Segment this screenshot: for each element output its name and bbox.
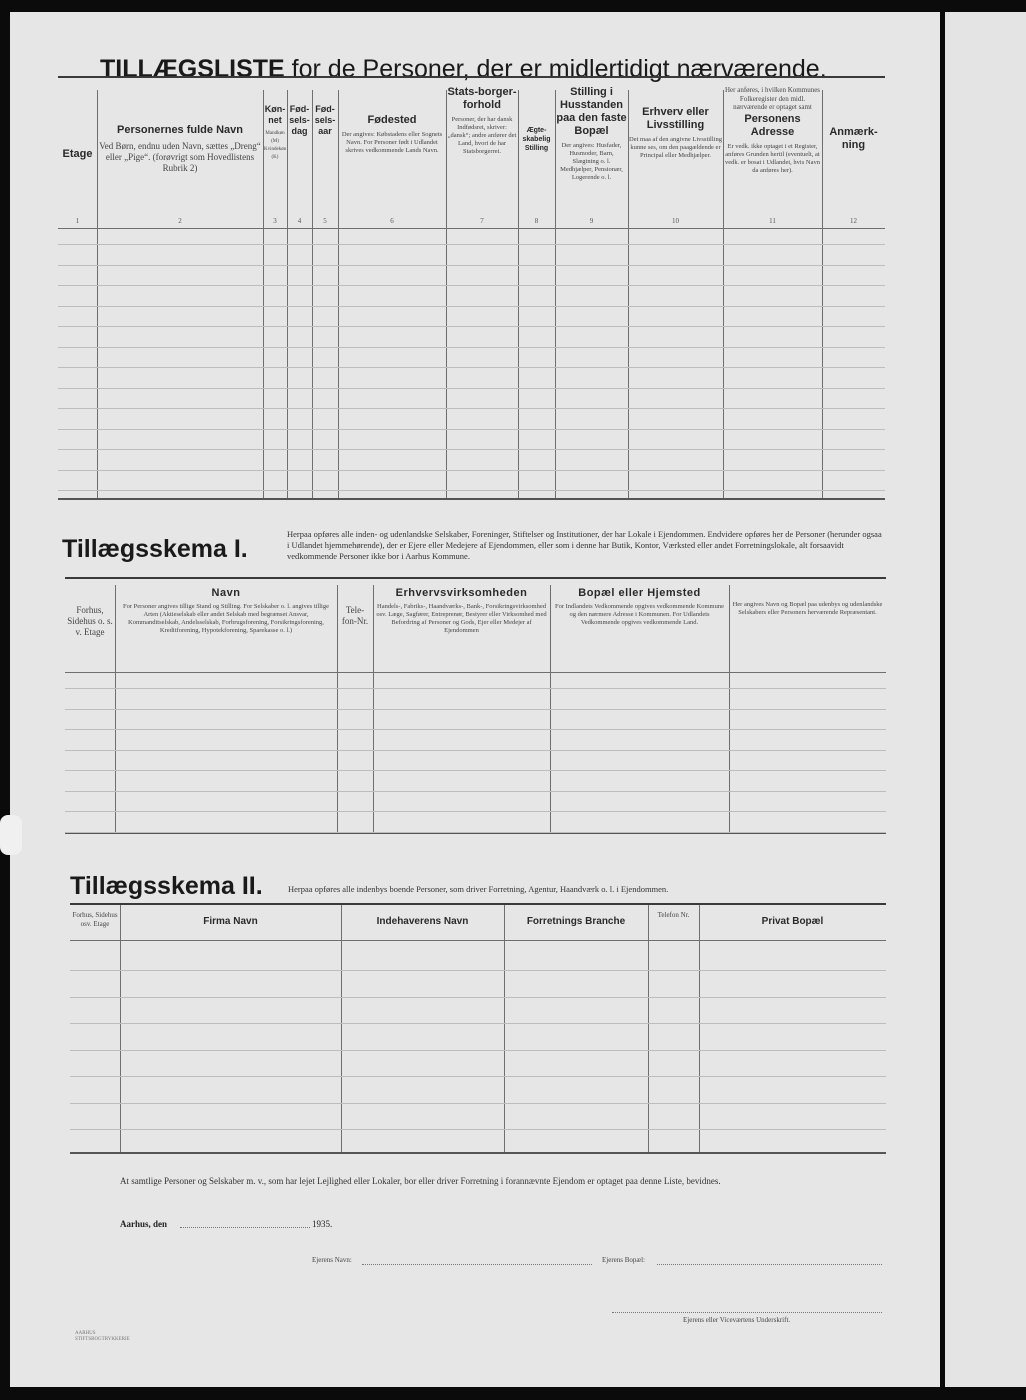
schema2-column-title: Firma Navn bbox=[203, 916, 258, 927]
column-title: Etage bbox=[62, 148, 93, 160]
table1-row-line bbox=[58, 306, 885, 307]
table1-row-line bbox=[58, 326, 885, 327]
schema2-row-line bbox=[70, 1050, 886, 1051]
schema1-row-line bbox=[65, 832, 886, 833]
table1-row-line bbox=[58, 347, 885, 348]
table1-row-line bbox=[58, 429, 885, 430]
table1-row-line bbox=[58, 285, 885, 286]
column-number: 12 bbox=[850, 217, 857, 225]
schema2-row-line bbox=[70, 970, 886, 971]
schema2-column-title: Forhus, Sidehus osv. Etage bbox=[72, 911, 118, 928]
schema-1-description: Herpaa opføres alle inden- og udenlandske Selskaber, Foreninger, Stiftelser og Institutioner, der har Lokale i Ejendommen. Endvidere opføres her de Personer (herunder ogsaa i Udlandet hjemmehørende), der er Ejere eller Medejere af Ejendommen, eller som i denne har Butik, Kontor, Værksted eller andet Forretningslokale, alt forsaavidt vedkommende Personer ikke bor i Aarhus Kommune. bbox=[287, 529, 882, 561]
column-pre-note: Her anføres, i hvilken Kommunes Folkeregister den midl. nærværende er optaget samt bbox=[724, 86, 821, 111]
schema1-header-cell bbox=[117, 587, 335, 635]
page-title: TILLÆGSLISTE for de Personer, der er midlertidigt nærværende. bbox=[100, 55, 827, 83]
schema2-column-rule bbox=[699, 905, 700, 1152]
schema2-column-rule bbox=[504, 905, 505, 1152]
table1-header-cell bbox=[313, 86, 337, 137]
schema1-row-line bbox=[65, 770, 886, 771]
table1-header-cell bbox=[556, 86, 627, 182]
schema2-column-rule bbox=[120, 905, 121, 1152]
place-label: Aarhus, den bbox=[120, 1219, 168, 1229]
table1-header-cell bbox=[339, 86, 445, 155]
column-number: 2 bbox=[178, 217, 182, 225]
schema2-row-line bbox=[70, 997, 886, 998]
column-title: Bopæl eller Hjemsted bbox=[578, 587, 701, 599]
schema2-column-rule bbox=[648, 905, 649, 1152]
schema2-column-title: Privat Bopæl bbox=[761, 916, 824, 927]
owner-address-label: Ejerens Bopæl: bbox=[602, 1256, 645, 1264]
schema1-header-cell bbox=[552, 587, 727, 627]
schema2-column-title: Forretnings Branche bbox=[526, 916, 626, 927]
table1-row-line bbox=[58, 244, 885, 245]
column-number: 11 bbox=[769, 217, 776, 225]
column-title: Personens Adresse bbox=[744, 112, 801, 138]
table1-header-cell bbox=[264, 86, 286, 162]
column-instruction: Mandkøn (M) Kvindekøn (K) bbox=[264, 131, 287, 160]
column-title: Anmærk-ning bbox=[829, 126, 878, 151]
column-title: Fødested bbox=[367, 114, 417, 126]
table1-row-line bbox=[58, 470, 885, 471]
schema-2-title: Tillægsskema II. bbox=[70, 872, 263, 900]
table1-row-line bbox=[58, 367, 885, 368]
column-instruction: For Personer angives tillige Stand og Stilling. For Selskaber o. l. angives tillige Arten (Aktieselskab eller andet Selskab med begrænset Ansvar, Kommanditselskab, Andelsselskab, Forbrugsforening, Forsikringsforening, Kreditforening, Hypotekforening, Sparekasse o. l.) bbox=[123, 603, 329, 634]
schema1-top-rule bbox=[65, 577, 886, 579]
table1-row-line bbox=[58, 388, 885, 389]
column-instruction: Der angives: Husfader, Husmoder, Barn, Slægtning o. l. Medhjælper, Pensionær, Logerende o. l. bbox=[560, 142, 623, 181]
column-number: 3 bbox=[273, 217, 277, 225]
schema2-header-rule bbox=[70, 940, 886, 941]
column-title: Stilling i Husstanden paa den faste Bopæl bbox=[556, 86, 627, 137]
schema1-row-line bbox=[65, 811, 886, 812]
column-number: 10 bbox=[672, 217, 679, 225]
page-tab bbox=[0, 815, 22, 855]
table1-row-line bbox=[58, 408, 885, 409]
attestation-text: At samtlige Personer og Selskaber m. v., som har lejet Lejlighed eller Lokaler, bor eller driver Forretning i forannævnte Ejendom er optaget paa denne Liste, bevidnes. bbox=[120, 1176, 721, 1186]
column-title: Forhus, Sidehus o. s. v. Etage bbox=[67, 605, 113, 637]
schema1-row-line bbox=[65, 750, 886, 751]
column-instruction: Ved Børn, endnu uden Navn, sættes „Dreng“ eller „Pige“. (forøvrigt som Hovedlistens Rubrik 2) bbox=[99, 141, 261, 173]
schema2-top-rule bbox=[70, 903, 886, 905]
schema-2-description: Herpaa opføres alle indenbys boende Personer, som driver Forretning, Agentur, Haandværk o. l. i Ejendommen. bbox=[288, 884, 669, 894]
column-title: Erhverv eller Livsstilling bbox=[642, 106, 709, 131]
table1-row-line bbox=[58, 265, 885, 266]
adjacent-page bbox=[945, 12, 1026, 1387]
table1-row-line bbox=[58, 490, 885, 491]
table1-bottom-rule bbox=[58, 498, 885, 500]
column-title: Stats-borger-forhold bbox=[447, 86, 517, 111]
column-instruction: Er vedk. ikke optaget i et Register, anføres Grunden hertil (eventuelt, at vedk. er bosat i Udlandet, hvis Navn da anføres her). bbox=[725, 142, 820, 174]
column-number: 6 bbox=[390, 217, 394, 225]
table1-header-cell bbox=[98, 86, 262, 174]
column-title: Tele-fon-Nr. bbox=[341, 605, 369, 626]
schema1-row-line bbox=[65, 688, 886, 689]
column-instruction: Personer, der har dansk Indfødsret, skriver: „dansk“; andre anfører det Land, hvori de har Statsborgerret. bbox=[447, 116, 517, 155]
column-title: Erhvervsvirksomheden bbox=[395, 587, 528, 599]
column-title: Fød-sels-dag bbox=[289, 104, 310, 136]
signature-label: Ejerens eller Viceværtens Underskrift. bbox=[683, 1316, 791, 1324]
column-number: 1 bbox=[75, 217, 80, 225]
column-instruction: For Indlandets Vedkommende opgives vedkommende Kommune og den nærmere Adresse i Kommunen. For Udlandets Vedkommende opgives vedkommende Land. bbox=[554, 603, 725, 626]
column-instruction: Her angives Navn og Bopæl paa udenbys og udenlandske Selskabers eller Personers herværende Repræsentant. bbox=[732, 601, 883, 616]
schema2-column-rule bbox=[341, 905, 342, 1152]
table1-column-rule bbox=[287, 90, 288, 498]
table1-header-cell bbox=[519, 86, 554, 153]
schema1-header-cell bbox=[731, 587, 884, 617]
column-number: 9 bbox=[589, 217, 594, 225]
column-number: 8 bbox=[534, 217, 539, 225]
table1-top-rule bbox=[58, 76, 885, 78]
owner-name-label: Ejerens Navn: bbox=[312, 1256, 352, 1264]
table1-header-cell bbox=[629, 86, 722, 160]
owner-address-line bbox=[657, 1264, 882, 1265]
table1-header-cell bbox=[447, 86, 517, 156]
column-number: 4 bbox=[297, 217, 302, 225]
table1-header-cell bbox=[288, 86, 311, 137]
printer-mark: AARHUS STIFTSBOGTRYKKERIE bbox=[75, 1331, 130, 1342]
column-number: 7 bbox=[480, 217, 484, 225]
schema1-header-cell bbox=[339, 587, 371, 627]
column-title: Navn bbox=[211, 587, 241, 599]
schema1-row-line bbox=[65, 729, 886, 730]
column-title: Fød-sels-aar bbox=[314, 104, 336, 136]
table1-column-rule bbox=[312, 90, 313, 498]
table1-header-cell bbox=[823, 86, 884, 152]
table1-header-cell bbox=[724, 86, 821, 175]
schema1-header-cell bbox=[375, 587, 548, 635]
date-line bbox=[180, 1227, 310, 1228]
schema1-header-rule bbox=[65, 672, 886, 673]
owner-name-line bbox=[362, 1264, 592, 1265]
signature-line bbox=[612, 1312, 882, 1313]
schema1-row-line bbox=[65, 791, 886, 792]
column-title: Køn-net bbox=[264, 104, 286, 125]
schema2-column-title: Indehaverens Navn bbox=[376, 916, 469, 927]
schema1-row-line bbox=[65, 709, 886, 710]
table1-row-line bbox=[58, 449, 885, 450]
year-label: 1935. bbox=[312, 1219, 333, 1229]
schema2-row-line bbox=[70, 1023, 886, 1024]
column-instruction: Handels-, Fabriks-, Haandværks-, Bank-, Forsikringsvirksomhed osv. Læge, Sagfører, Entreprenør, Bestyrer eller Virksomhed med Befordring af Personer og Gods, Ejer eller Medejer af Ejendommen bbox=[376, 603, 547, 634]
schema-1-title: Tillægsskema I. bbox=[62, 535, 248, 563]
schema2-row-line bbox=[70, 1129, 886, 1130]
schema2-bottom-rule bbox=[70, 1152, 886, 1154]
column-instruction: Det maa af den angivne Livsstilling kunne ses, om den paagældende er Principal eller Medhjælper. bbox=[629, 136, 722, 159]
column-title: Ægte-skabelig Stilling bbox=[522, 127, 551, 152]
table1-header-cell bbox=[59, 86, 96, 161]
table1-header-rule bbox=[58, 228, 885, 229]
schema2-column-title: Telefon Nr. bbox=[657, 911, 690, 919]
column-title: Personernes fulde Navn bbox=[117, 124, 243, 136]
schema1-header-cell bbox=[67, 587, 113, 638]
column-instruction: Der angives: Købstadens eller Sognets Navn. For Personer født i Udlandet skrives vedkommende Lands Navn. bbox=[341, 131, 443, 154]
column-number: 5 bbox=[323, 217, 327, 225]
schema2-row-line bbox=[70, 1076, 886, 1077]
schema2-row-line bbox=[70, 1103, 886, 1104]
